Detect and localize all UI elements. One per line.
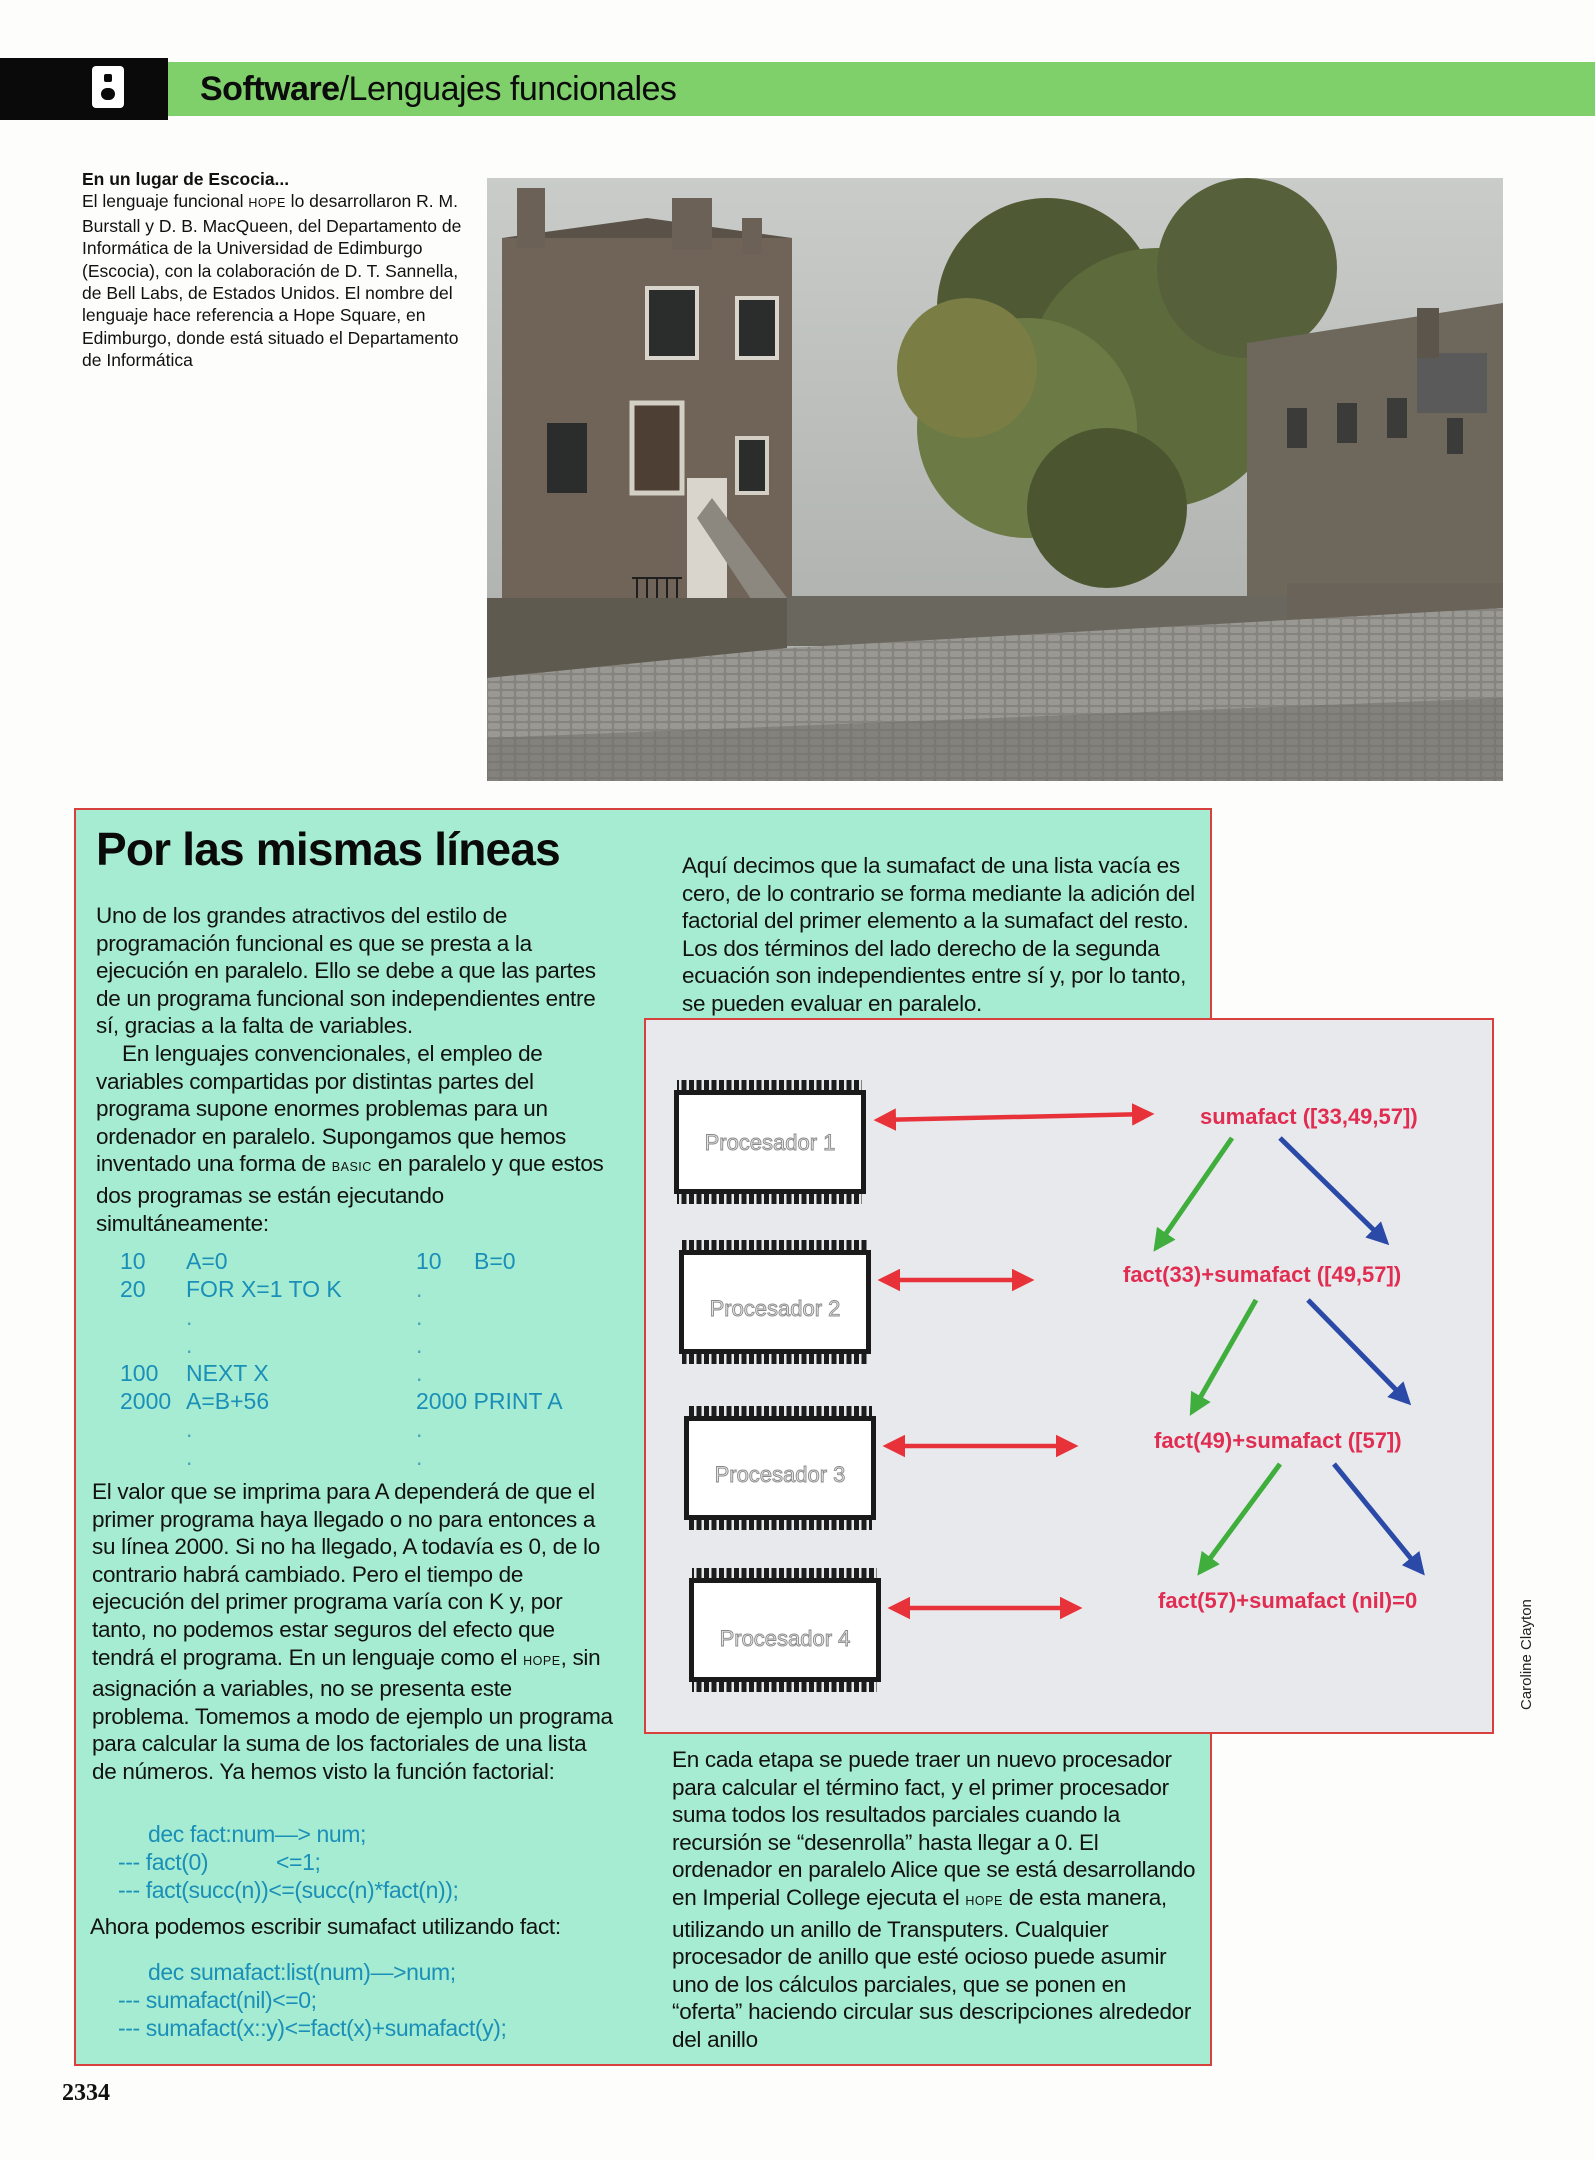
program-2: 10 B=0 . . . . 2000 PRINT A . . bbox=[416, 1248, 563, 1470]
header-black-tab bbox=[0, 58, 168, 120]
green-arrow-3 bbox=[1200, 1464, 1280, 1572]
blue-arrow-3 bbox=[1334, 1464, 1422, 1572]
column-2-intro bbox=[682, 852, 1202, 1018]
processor-label-4: Procesador 4 bbox=[719, 1626, 851, 1651]
program-1: 10 A=0 20 FOR X=1 TO K . . 100 NEXT X 2000 A=B+56 . . bbox=[120, 1248, 342, 1470]
code-fact: dec fact:num—> num; --- fact(0) <=1; --- fact(succ(n))<=(succ(n)*fact(n)); bbox=[118, 1821, 459, 1903]
paragraph-sumafact: Ahora podemos escribir sumafact utilizando fact: bbox=[90, 1914, 561, 1939]
expression-1: sumafact ([33,49,57]) bbox=[1200, 1104, 1418, 1129]
expression-3: fact(49)+sumafact ([57]) bbox=[1154, 1428, 1402, 1453]
paragraph-intro: Uno de los grandes atractivos del estilo de programación funcional es que se presta a la ejecución en paralelo. Ello se debe a que las partes de un programa funcional son independientes entre sí, gracias a la falta de variables. bbox=[96, 903, 596, 1039]
processor-label-3: Procesador 3 bbox=[714, 1462, 846, 1487]
green-arrow-2 bbox=[1192, 1300, 1256, 1412]
green-arrow-1 bbox=[1156, 1138, 1232, 1248]
section-title: Software/Lenguajes funcionales bbox=[200, 70, 677, 108]
paragraph-alice: En cada etapa se puede traer un nuevo procesador para calcular el término fact, y el primer procesador suma todos los resultados parciales cuando la recursión se “desenrolla” hasta llegar a 0. El ordenador en paralelo Alice que se está desarrollando en Imperial College ejecuta el HOPE de esta manera, utilizando un anillo de Transputers. Cualquier procesador de anillo que esté ocioso puede asumir uno de los cálculos parciales, que se ponen en “oferta” haciendo circular sus descripciones alrededor del anillo bbox=[672, 1747, 1196, 2052]
column-1-intro bbox=[96, 902, 618, 1237]
blue-arrow-2 bbox=[1308, 1300, 1408, 1402]
photo-caption: En un lugar de Escocia... El lenguaje funcional HOPE lo desarrollaron R. M. Burstall y D. B. MacQueen, del Departamento de Informática de la Universidad de Edimburgo (Escocia), con la colaboración de D. T. Sannella, de Bell Labs, de Estados Unidos. El nombre del lenguaje hace referencia a Hope Square, en Edimburgo, donde está situado el Departamento de Informática bbox=[82, 168, 472, 372]
column-2-alice bbox=[672, 1746, 1202, 2054]
processor-chip-4 bbox=[689, 1568, 881, 1692]
paragraph-sumafact-explanation: Aquí decimos que la sumafact de una lista vacía es cero, de lo contrario se forma mediante la adición del factorial del primer elemento a la sumafact del resto. Los dos términos del lado derecho de la segunda ecuación son independientes entre sí y, por lo tanto, se pueden evaluar en paralelo. bbox=[682, 853, 1195, 1016]
expression-4: fact(57)+sumafact (nil)=0 bbox=[1158, 1588, 1418, 1613]
processor-chip-3 bbox=[684, 1406, 876, 1530]
processor-chip-1 bbox=[674, 1080, 866, 1204]
paragraph-explanation: El valor que se imprima para A dependerá de que el primer programa haya llegado o no para entonces a su línea 2000. Si no ha llegado, A todavía es 0, de lo contrario habrá cambiado. Pero el tiempo de ejecución del primer programa varía con K y, por tanto, no podemos estar seguros del efecto que tendrá el programa. En un lenguaje como el HOPE, sin asignación a variables, no se presenta este problema. Tomemos a modo de ejemplo un programa para calcular la suma de los factoriales de una lista de números. Ya hemos visto la función factorial: bbox=[92, 1479, 613, 1784]
photo-hope-square bbox=[487, 178, 1503, 781]
expression-2: fact(33)+sumafact ([49,57]) bbox=[1123, 1262, 1402, 1287]
column-1-explanation bbox=[92, 1478, 614, 1786]
box-title: Por las mismas líneas bbox=[96, 823, 560, 875]
caption-title: En un lugar de Escocia... bbox=[82, 169, 290, 189]
disk-icon bbox=[92, 66, 124, 108]
code-sumafact: dec sumafact:list(num)—>num; --- sumafact(nil)<=0; --- sumafact(x::y)<=fact(x)+sumafact(y); bbox=[118, 1959, 507, 2041]
blue-arrow-1 bbox=[1280, 1138, 1386, 1242]
parallel-diagram bbox=[644, 1018, 1494, 1734]
photo-credit: Caroline Clayton bbox=[1518, 1599, 1535, 1710]
page-number: 2334 bbox=[62, 2080, 110, 2106]
processor-chip-2 bbox=[679, 1240, 871, 1364]
paragraph-variables: En lenguajes convencionales, el empleo de variables compartidas por distintas partes del programa supone enormes problemas para un ordenador en paralelo. Supongamos que hemos inventado una forma de BASIC en paralelo y que estos dos programas se están ejecutando simultáneamente: bbox=[96, 1040, 604, 1236]
red-arrow-1 bbox=[878, 1114, 1150, 1120]
processor-label-1: Procesador 1 bbox=[704, 1130, 836, 1155]
processor-label-2: Procesador 2 bbox=[709, 1296, 841, 1321]
